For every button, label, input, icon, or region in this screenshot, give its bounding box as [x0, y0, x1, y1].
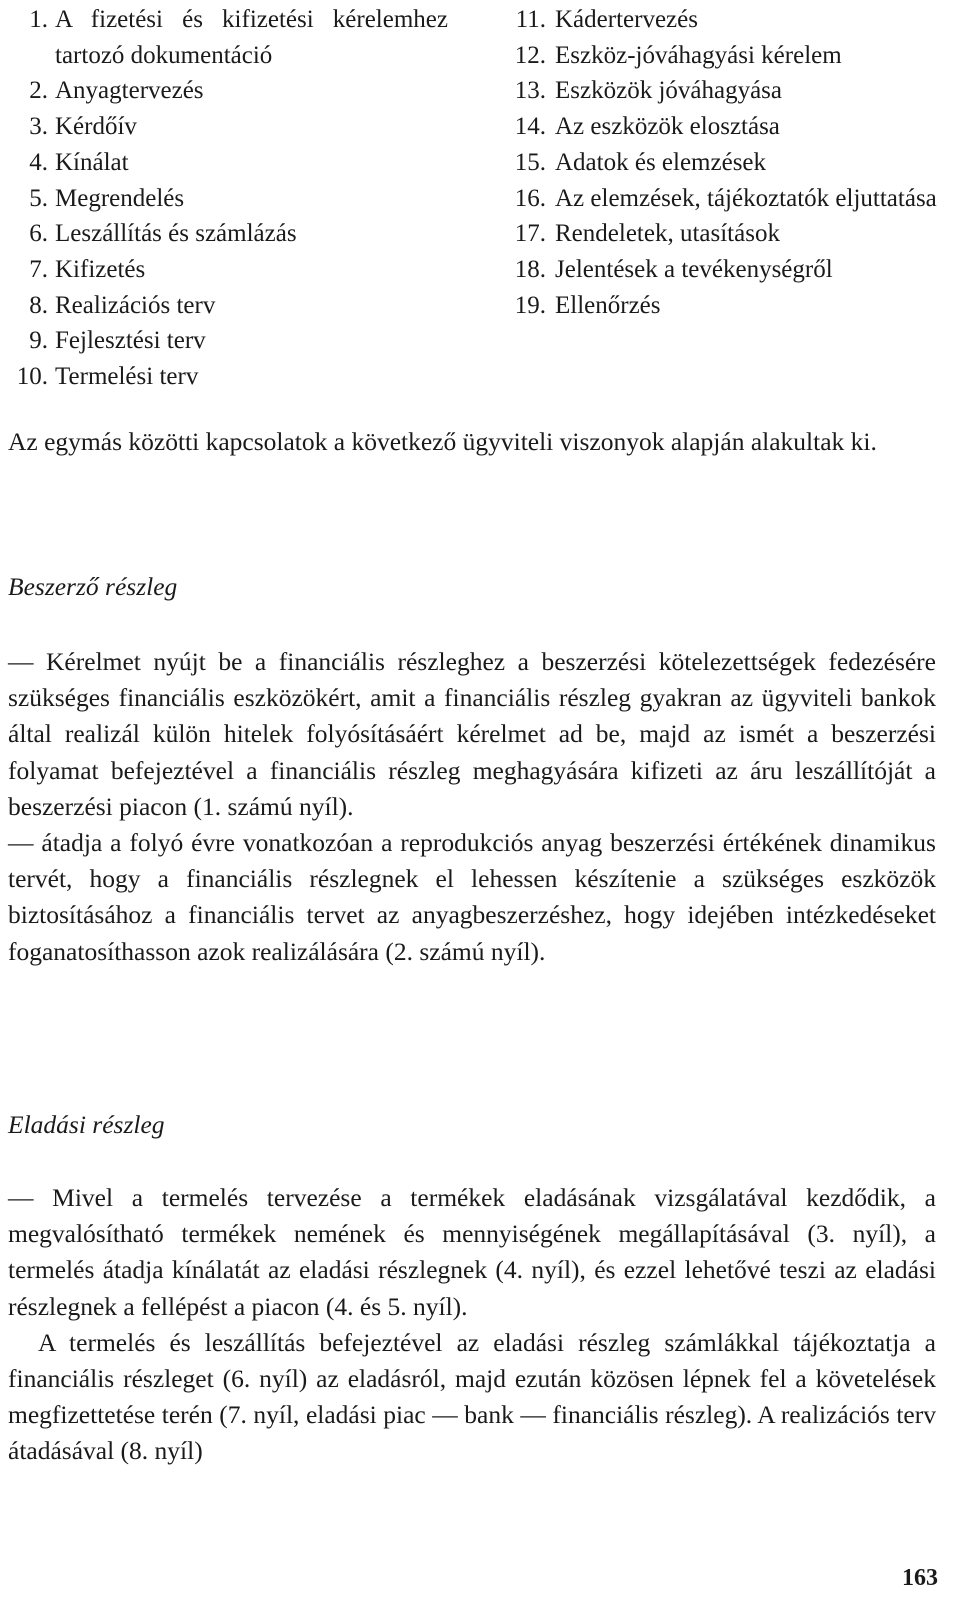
- list-item: 19. Ellenőrzés: [514, 291, 661, 319]
- list-item: 1. A fizetési és kifizetési kérelemhez tartozó dokumentáció: [29, 6, 448, 69]
- list-item: 15. Adatok és elemzések: [514, 148, 767, 176]
- list-item: 11. Kádertervezés: [515, 6, 698, 33]
- paragraph: — Mivel a termelés tervezése a termékek eladásának vizsgálatával kezdődik, a megvalósítható termékek nemének és mennyiségének megállapításával (3. nyíl), a termelés átadja kínálatát az eladási részlegnek (4. nyíl), és ezzel lehetővé teszi az eladási részlegnek a fellépést a piacon (4. és 5. nyíl).: [8, 1183, 936, 1321]
- section-heading: Eladási részleg: [8, 1110, 165, 1139]
- list-item: 14. Az eszközök elosztása: [514, 113, 780, 141]
- list-item: 4. Kínálat: [29, 148, 129, 176]
- paragraph: A termelés és leszállítás befejeztével az eladási részleg számlákkal tájékoztatja a financiális részleget (6. nyíl) az eladásról, majd ezután közösen lépnek fel a követelések megfizettetése terén (7. nyíl, eladási piac — bank — financiális részleg). A realizációs terv átadásával (8. nyíl): [8, 1327, 936, 1466]
- list-item: 16. Az elemzések, tájékoztatók eljuttatása: [514, 184, 937, 212]
- page-number: 163: [902, 1565, 938, 1591]
- paragraph: — átadja a folyó évre vonatkozóan a reprodukciós anyag beszerzési értékének dinamikus tervét, hogy a financiális részlegnek el lehessen készítenie a szükséges eszközök biztosításához a financiális tervet az anyagbeszerzéshez, hogy idejében intézkedéseket foganatosíthasson azok realizálására (2. számú nyíl).: [8, 828, 936, 966]
- section-heading: Beszerző részleg: [8, 572, 178, 601]
- list-item: 3. Kérdőív: [29, 113, 137, 141]
- list-right: [508, 2, 948, 323]
- section-body: [8, 1180, 936, 1470]
- list-item: 2. Anyagtervezés: [29, 77, 204, 105]
- section-body: [8, 644, 936, 970]
- list-item: 10. Termelési terv: [16, 363, 199, 391]
- list-item: 17. Rendeletek, utasítások: [514, 220, 780, 248]
- list-item: 18. Jelentések a tevékenységről: [514, 255, 833, 283]
- list-item: 13. Eszközök jóváhagyása: [514, 77, 783, 105]
- list-item: 5. Megrendelés: [29, 184, 185, 212]
- list-item: 8. Realizációs terv: [29, 291, 216, 319]
- list-left: [8, 2, 448, 395]
- intro-paragraph: Az egymás közötti kapcsolatok a következő ügyviteli viszonyok alapján alakultak ki.: [8, 427, 877, 456]
- list-item: 7. Kifizetés: [29, 255, 146, 283]
- list-item: 9. Fejlesztési terv: [29, 327, 206, 355]
- paragraph: — Kérelmet nyújt be a financiális részleghez a beszerzési kötelezettségek fedezésére szükséges financiális eszközökért, amit a financiális részleg gyakran az ügyviteli bankok által realizál külön hitelek folyósításáért kérelmet ad be, majd az ismét a beszerzési folyamat befejeztével a financiális részleg meghagyására kifizeti az áru leszállítóját a beszerzési piacon (1. számú nyíl).: [8, 647, 936, 821]
- list-item: 6. Leszállítás és számlázás: [29, 220, 297, 248]
- list-item: 12. Eszköz-jóváhagyási kérelem: [514, 41, 842, 69]
